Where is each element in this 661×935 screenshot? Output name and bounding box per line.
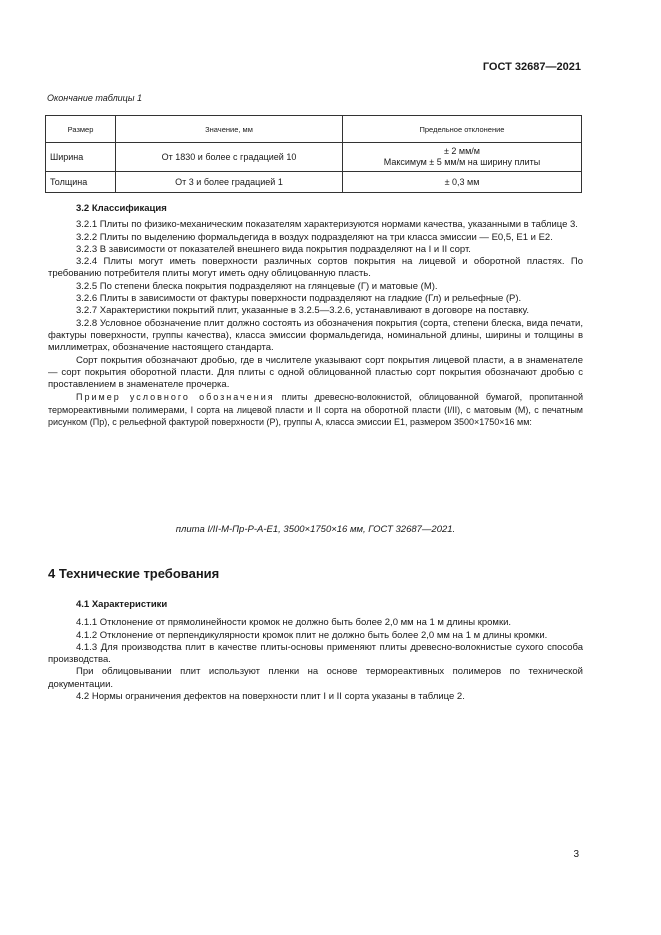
example-paragraph (48, 391, 583, 428)
column-header-size: Размер (46, 116, 116, 143)
cell-size: Ширина (46, 143, 116, 172)
deviation-line-1: ± 2 мм/м (443, 146, 480, 156)
column-header-value: Значение, мм (116, 116, 343, 143)
table-row (46, 143, 582, 172)
section-title-4-1: 4.1 Характеристики (76, 599, 168, 610)
dimensions-table (45, 115, 582, 193)
paragraph-3-2-5: 3.2.5 По степени блеска покрытия подразделяют на глянцевые (Г) и матовые (М). (76, 280, 438, 292)
cell-deviation (343, 143, 582, 172)
paragraph-4-1-3: 4.1.3 Для производства плит в качестве плиты-основы применяют плиты древесно-волокнистые сухого способа производства. (48, 641, 583, 666)
paragraph-4-1-1: 4.1.1 Отклонение от прямолинейности кромок не должно быть более 2,0 мм на 1 м длины кромки. (76, 617, 512, 629)
cell-value: От 3 и более градацией 1 (116, 172, 343, 193)
document-header-code: ГОСТ 32687—2021 (482, 61, 581, 73)
paragraph-coating-grade: Сорт покрытия обозначают дробью, где в числителе указывают сорт покрытия лицевой пласти, а в знаменателе — сорт покрытия оборотной пласти. Для плиты с одной облицованной пластью сорт покрытия обозначают дробью с проставлением в знаменателе прочерка. (48, 354, 583, 391)
section-title-4: 4 Технические требования (48, 566, 220, 581)
section-4 (48, 599, 583, 703)
cell-value: От 1830 и более с градацией 10 (116, 143, 343, 172)
paragraph-3-2-4: 3.2.4 Плиты могут иметь поверхности различных сортов покрытия на лицевой и оборотной пластях. По требованию потребителя плиты могут иметь одну облицованную пласть. (48, 256, 583, 280)
table-row (46, 172, 582, 193)
page-number: 3 (573, 849, 579, 860)
paragraph-4-1-2: 4.1.2 Отклонение от перпендикулярности кромок плит не должно быть более 2,0 мм на 1 м длины кромки. (76, 629, 548, 641)
paragraph-3-2-6: 3.2.6 Плиты в зависимости от фактуры поверхности подразделяют на гладкие (Гл) и рельефные (Р). (76, 293, 522, 305)
section-3-2 (48, 203, 583, 428)
paragraph-3-2-1: 3.2.1 Плиты по физико-механическим показателям характеризуются нормами качества, указанными в таблице 3. (76, 219, 578, 231)
paragraph-3-2-8: 3.2.8 Условное обозначение плит должно состоять из обозначения покрытия (сорта, степени блеска, вида печати, фактуры поверхности, группы качества), класса эмиссии формальдегида, номинальной длины, ширины и толщины в миллиметрах, обозначение настоящего стандарта. (48, 317, 583, 354)
column-header-deviation: Предельное отклонение (343, 116, 582, 143)
paragraph-lamination: При облицовывании плит используют пленки на основе термореактивных полимеров по технической документации. (48, 666, 583, 690)
example-text: плиты древесно-волокнистой, облицованной бумагой, пропитанной термореактивными полимерами, I сорта на лицевой пласти и II сорта на оборотной пласти (I/II), с матовым (М), с печатным рисунком (Пр), с рельефной фактурой поверхности (Р), группы А, класса эмиссии Е1, размером 3500×1750×16 мм: (48, 392, 583, 428)
cell-deviation: ± 0,3 мм (343, 172, 582, 193)
cell-size: Толщина (46, 172, 116, 193)
table-header-row (46, 116, 582, 143)
deviation-line-2: Максимум ± 5 мм/м на ширину плиты (383, 157, 541, 167)
table-caption: Окончание таблицы 1 (47, 93, 142, 103)
paragraph-3-2-3: 3.2.3 В зависимости от показателей внешнего вида покрытия подразделяют на I и II сорт. (76, 243, 471, 255)
example-label: Пример условного обозначения (76, 392, 275, 403)
paragraph-4-2: 4.2 Нормы ограничения дефектов на поверхности плит I и II сорта указаны в таблице 2. (76, 691, 465, 703)
section-title-3-2: 3.2 Классификация (76, 203, 167, 214)
paragraph-3-2-7: 3.2.7 Характеристики покрытий плит, указанные в 3.2.5—3.2.6, устанавливают в договоре на поставку. (76, 305, 529, 317)
designation-example: плита I/II-М-Пр-Р-А-Е1, 3500×1750×16 мм, ГОСТ 32687—2021. (175, 524, 456, 535)
paragraph-3-2-2: 3.2.2 Плиты по выделению формальдегида в воздух подразделяют на три класса эмиссии — Е0,5, Е1 и Е2. (76, 231, 553, 243)
